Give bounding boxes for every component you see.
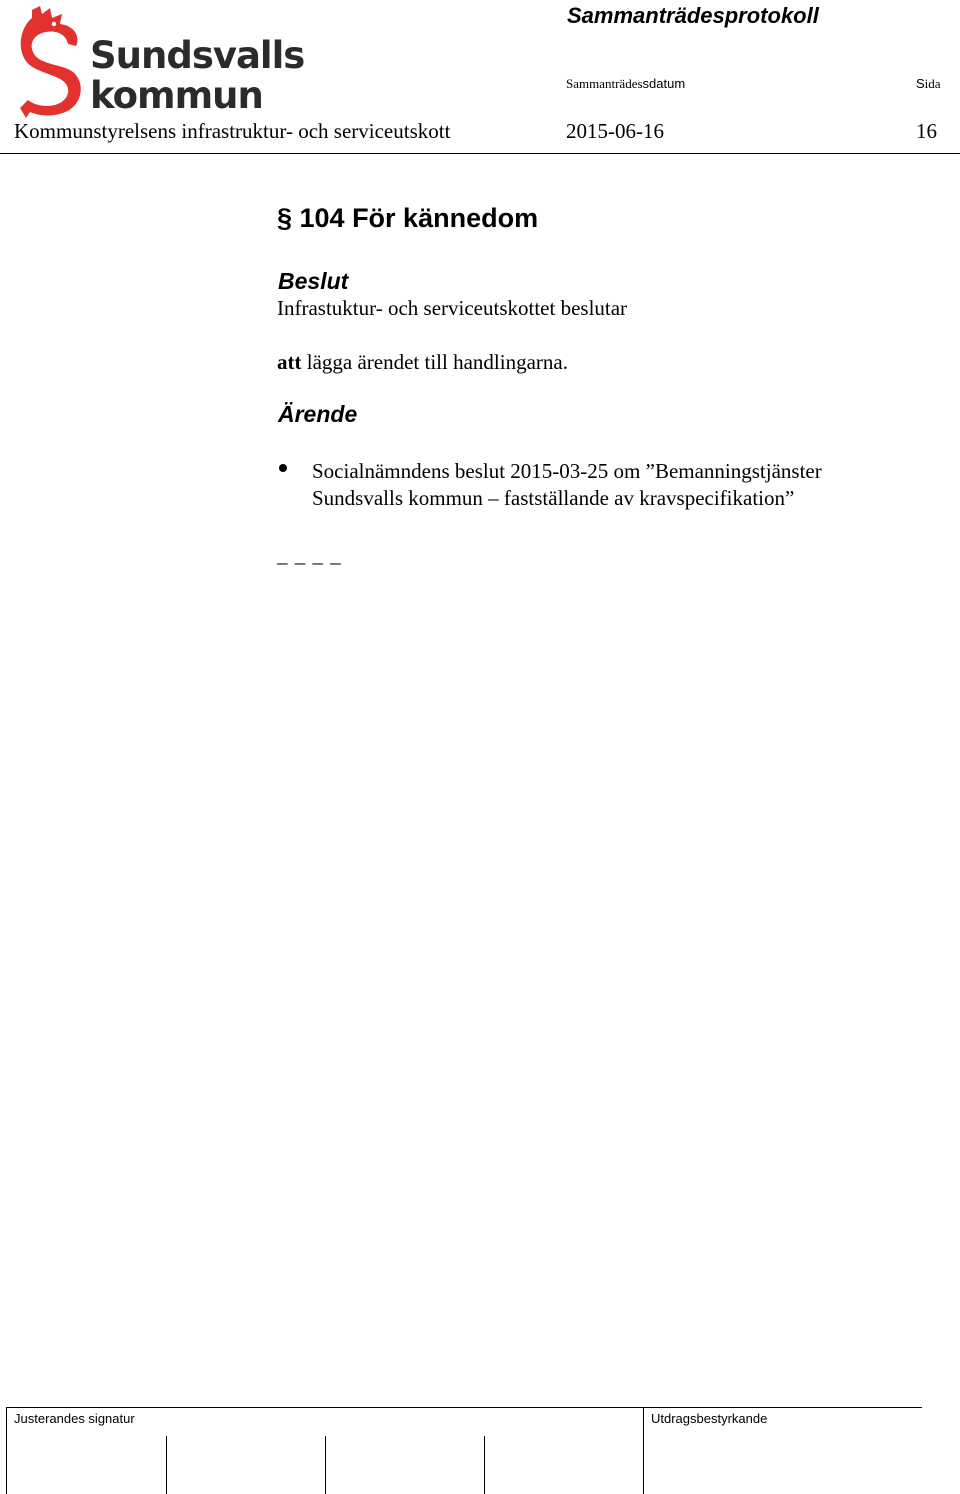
document-type-title: Sammanträdesprotokoll bbox=[567, 3, 819, 28]
extract-divider bbox=[643, 1408, 644, 1494]
committee-name: Kommunstyrelsens infrastruktur- och serviceutskott bbox=[14, 119, 451, 143]
sundsvalls-kommun-logo bbox=[18, 4, 308, 120]
dragon-logo-icon bbox=[18, 4, 88, 120]
list-item bbox=[312, 458, 822, 512]
decision-heading: Beslut bbox=[278, 268, 349, 294]
meeting-date-label bbox=[566, 76, 685, 92]
signature-divider-1 bbox=[166, 1436, 167, 1494]
list-item-line2: Sundsvalls kommun – fastställande av kravspecifikation” bbox=[312, 486, 795, 510]
meeting-date-label-sans: sdatum bbox=[642, 76, 686, 91]
decision-att: att bbox=[277, 350, 302, 374]
page-label-serif: ida bbox=[924, 76, 941, 91]
logo-text-kommun: kommun bbox=[90, 74, 263, 117]
end-marker: _ _ _ _ bbox=[277, 543, 342, 567]
signature-divider-3 bbox=[484, 1436, 485, 1494]
decision-statement bbox=[277, 350, 568, 375]
section-title: § 104 För kännedom bbox=[277, 203, 539, 233]
extract-certification-label: Utdragsbestyrkande bbox=[651, 1411, 768, 1426]
signature-label: Justerandes signatur bbox=[14, 1411, 135, 1426]
meeting-date: 2015-06-16 bbox=[566, 119, 664, 143]
signature-divider-2 bbox=[325, 1436, 326, 1494]
decision-text: lägga ärendet till handlingarna. bbox=[301, 350, 568, 374]
page-number: 16 bbox=[916, 119, 937, 143]
page-label-sans: S bbox=[916, 76, 925, 91]
footer-signature-box bbox=[6, 1407, 922, 1494]
header-divider bbox=[0, 153, 960, 154]
decision-intro: Infrastuktur- och serviceutskottet beslutar bbox=[277, 296, 628, 320]
matter-heading: Ärende bbox=[278, 401, 358, 427]
bullet-icon bbox=[279, 464, 287, 472]
list-item-line1: Socialnämndens beslut 2015-03-25 om ”Bemanningstjänster bbox=[312, 459, 822, 483]
page-label bbox=[916, 76, 941, 92]
footer-left-border bbox=[6, 1408, 7, 1494]
logo-text-sundsvalls: Sundsvalls bbox=[90, 34, 305, 77]
meeting-date-label-serif: Sammanträdes bbox=[566, 76, 643, 91]
